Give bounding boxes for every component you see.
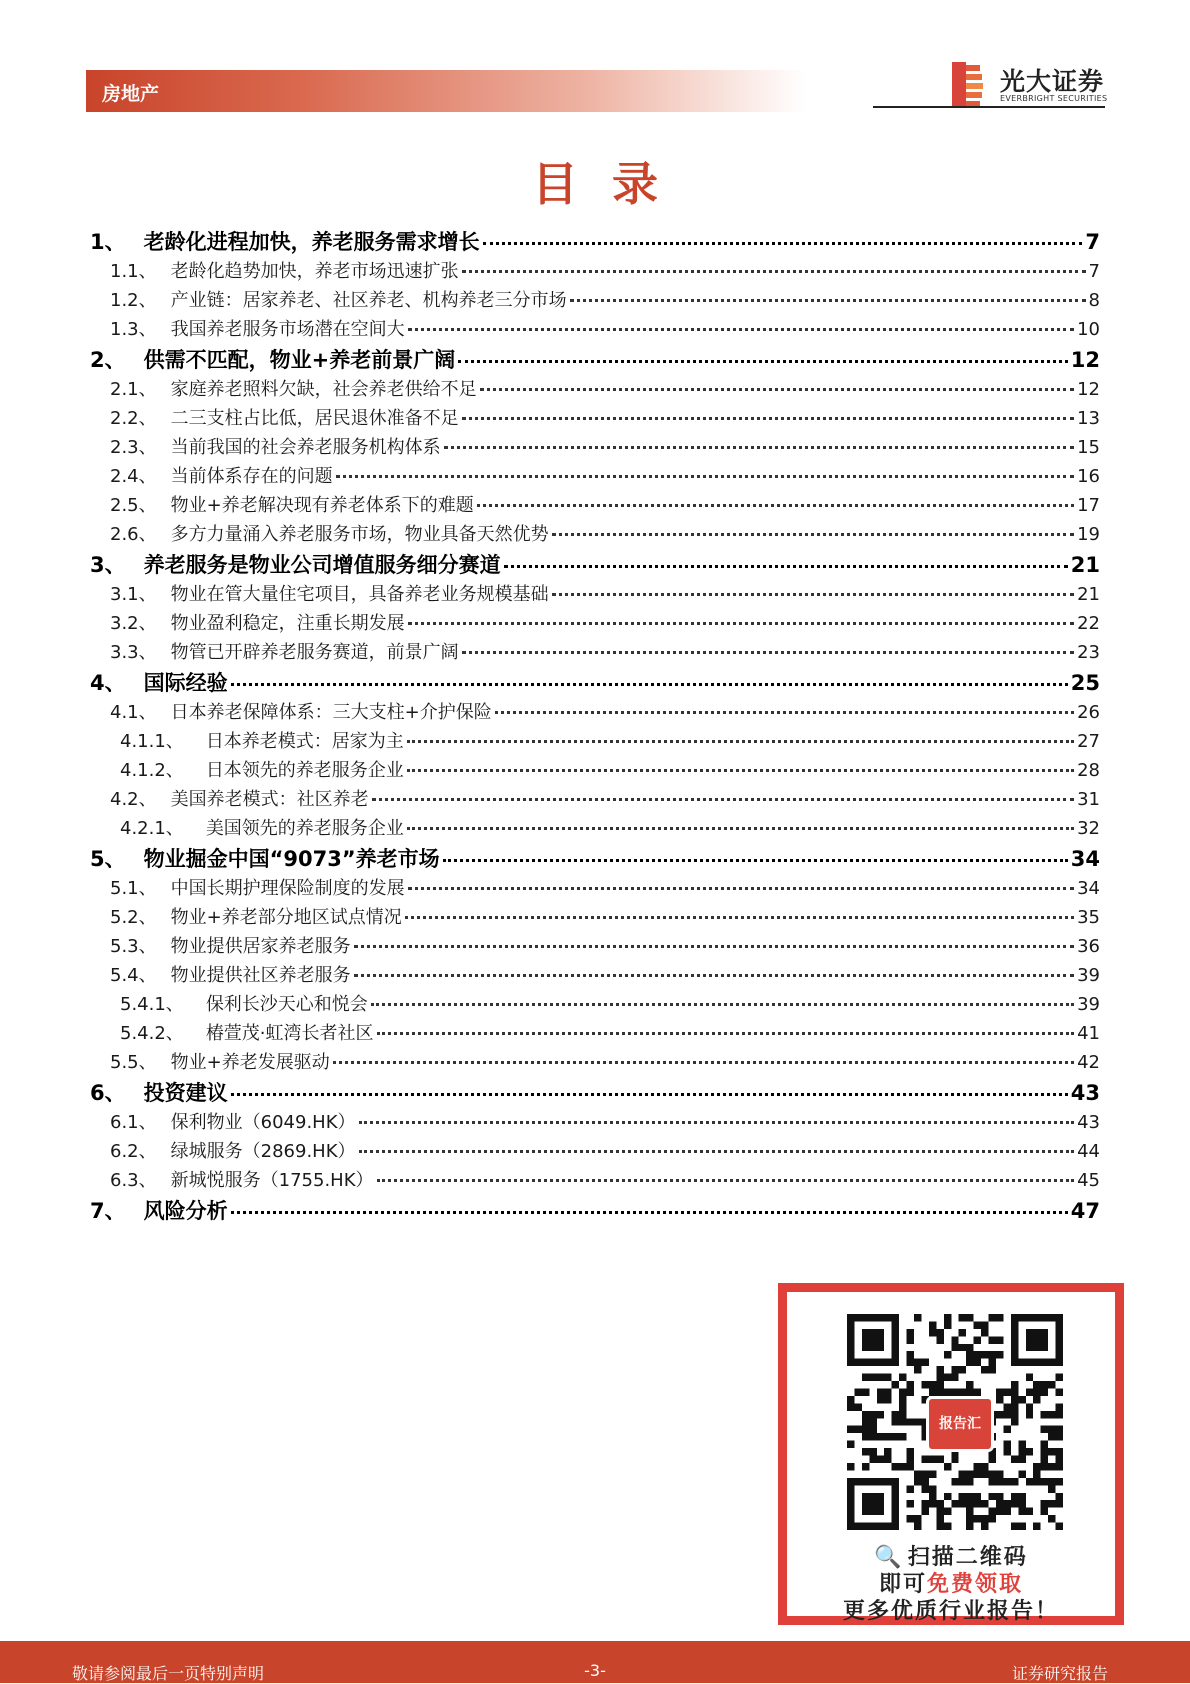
toc-dot-leader (372, 797, 1074, 801)
toc-entry-title: 我国养老服务市场潜在空间大 (170, 319, 405, 340)
footer-disclaimer: 敬请参阅最后一页特别声明 (72, 1664, 265, 1683)
toc-title: 目录 (532, 157, 692, 211)
toc-entry-number: 5.4.2、 (120, 1023, 184, 1044)
toc-entry-number: 4.1.1、 (120, 731, 184, 752)
toc-entry-title: 日本养老模式：居家为主 (205, 731, 404, 752)
toc-entry-level2[interactable] (90, 257, 1100, 286)
brand-logo-block (950, 60, 1108, 108)
toc-entry-title: 物业提供居家养老服务 (170, 936, 351, 957)
toc-entry-page: 34 (1070, 847, 1100, 871)
toc-entry-number: 2、 (90, 348, 126, 372)
toc-entry-title: 家庭养老照料欠缺，社会养老供给不足 (170, 379, 477, 400)
brand-name-en: EVERBRIGHT SECURITIES (1000, 94, 1108, 103)
toc-entry-page: 31 (1077, 789, 1100, 810)
toc-entry-number: 6.3、 (110, 1170, 157, 1191)
promo-line-3: 更多优质行业报告！ (842, 1599, 1059, 1624)
toc-entry-page: 7 (1085, 230, 1100, 254)
toc-entry-page: 21 (1070, 553, 1100, 577)
toc-entry-number: 1.2、 (110, 290, 157, 311)
toc-entry-number: 5、 (90, 847, 126, 871)
toc-entry-page: 43 (1070, 1081, 1100, 1105)
toc-entry-page: 10 (1077, 319, 1100, 340)
toc-entry-page: 35 (1077, 907, 1100, 928)
toc-dot-leader (333, 1060, 1074, 1064)
toc-entry-title: 当前体系存在的问题 (170, 466, 333, 487)
footer-bar (0, 1641, 1190, 1683)
toc-entry-level2[interactable] (90, 375, 1100, 404)
toc-entry-title: 美国养老模式：社区养老 (170, 789, 369, 810)
toc-entry-number: 5.2、 (110, 907, 157, 928)
toc-entry-page: 16 (1077, 466, 1100, 487)
sector-banner (86, 70, 806, 112)
toc-entry-page: 36 (1077, 936, 1100, 957)
toc-entry-number: 4.1、 (110, 702, 157, 723)
toc-entry-level2[interactable] (90, 638, 1100, 667)
toc-entry-title: 物业盈利稳定，注重长期发展 (170, 613, 405, 634)
toc-entry-level2[interactable] (90, 961, 1100, 990)
toc-entry-page: 12 (1077, 379, 1100, 400)
toc-entry-number: 1、 (90, 230, 126, 254)
toc-entry-level3[interactable] (90, 727, 1100, 756)
toc-entry-title: 物业+养老解决现有养老体系下的难题 (170, 495, 474, 516)
toc-entry-title: 中国长期护理保险制度的发展 (170, 878, 405, 899)
toc-entry-page: 27 (1077, 731, 1100, 752)
toc-entry-page: 17 (1077, 495, 1100, 516)
toc-entry-page: 47 (1070, 1199, 1100, 1223)
toc-entry-number: 5.3、 (110, 936, 157, 957)
table-of-contents (90, 226, 1100, 1226)
toc-dot-leader (407, 739, 1074, 743)
toc-entry-number: 2.3、 (110, 437, 157, 458)
toc-entry-level2[interactable] (90, 1048, 1100, 1077)
page-number: -3- (584, 1661, 606, 1680)
toc-dot-leader (354, 944, 1074, 948)
toc-entry-page: 25 (1070, 671, 1100, 695)
toc-entry-title: 当前我国的社会养老服务机构体系 (170, 437, 441, 458)
toc-entry-level2[interactable] (90, 785, 1100, 814)
toc-entry-level1[interactable] (90, 549, 1100, 580)
toc-entry-title: 日本养老保障体系：三大支柱+介护保险 (170, 702, 492, 723)
toc-entry-number: 1.3、 (110, 319, 157, 340)
toc-entry-level2[interactable] (90, 1137, 1100, 1166)
sector-label: 房地产 (102, 83, 160, 105)
toc-entry-page: 39 (1077, 965, 1100, 986)
toc-dot-leader (483, 241, 1083, 245)
toc-entry-page: 43 (1077, 1112, 1100, 1133)
footer-report-type: 证券研究报告 (1011, 1664, 1108, 1683)
toc-entry-title: 绿城服务（2869.HK） (170, 1141, 356, 1162)
toc-entry-level1[interactable] (90, 1195, 1100, 1226)
toc-entry-level3[interactable] (90, 990, 1100, 1019)
toc-entry-title: 日本领先的养老服务企业 (205, 760, 404, 781)
toc-dot-leader (408, 621, 1074, 625)
toc-dot-leader (495, 710, 1074, 714)
toc-entry-number: 5.4、 (110, 965, 157, 986)
everbright-logo-icon (950, 62, 984, 106)
qr-badge: 报告汇 (926, 1396, 994, 1452)
toc-entry-page: 13 (1077, 408, 1100, 429)
toc-entry-title: 保利长沙天心和悦会 (205, 994, 368, 1015)
toc-entry-number: 2.2、 (110, 408, 157, 429)
toc-dot-leader (552, 532, 1074, 536)
toc-dot-leader (407, 768, 1074, 772)
toc-dot-leader (231, 1210, 1068, 1214)
promo-scan-text: 扫描二维码 (907, 1545, 1028, 1570)
toc-entry-title: 物业+养老部分地区试点情况 (170, 907, 402, 928)
toc-entry-page: 23 (1077, 642, 1100, 663)
toc-entry-level2[interactable] (90, 286, 1100, 315)
toc-entry-level1[interactable] (90, 843, 1100, 874)
toc-entry-level2[interactable] (90, 698, 1100, 727)
toc-entry-number: 2.4、 (110, 466, 157, 487)
toc-entry-title: 养老服务是物业公司增值服务细分赛道 (143, 553, 501, 577)
toc-dot-leader (354, 973, 1074, 977)
toc-entry-level2[interactable] (90, 932, 1100, 961)
toc-entry-title: 物业+养老发展驱动 (170, 1052, 330, 1073)
toc-entry-number: 2.6、 (110, 524, 157, 545)
toc-entry-page: 34 (1077, 878, 1100, 899)
toc-entry-page: 28 (1077, 760, 1100, 781)
toc-entry-number: 5.1、 (110, 878, 157, 899)
toc-dot-leader (377, 1031, 1075, 1035)
toc-entry-page: 42 (1077, 1052, 1100, 1073)
toc-dot-leader (552, 592, 1074, 596)
toc-entry-page: 41 (1077, 1023, 1100, 1044)
toc-entry-title: 椿萱茂·虹湾长者社区 (205, 1023, 374, 1044)
brand-name-cn: 光大证券 (1000, 67, 1105, 96)
toc-entry-number: 6、 (90, 1081, 126, 1105)
toc-entry-number: 5.4.1、 (120, 994, 184, 1015)
toc-entry-page: 22 (1077, 613, 1100, 634)
toc-entry-level2[interactable] (90, 462, 1100, 491)
toc-entry-title: 美国领先的养老服务企业 (205, 818, 404, 839)
toc-entry-title: 物业提供社区养老服务 (170, 965, 351, 986)
toc-entry-level2[interactable] (90, 491, 1100, 520)
toc-entry-number: 4.2、 (110, 789, 157, 810)
toc-dot-leader (231, 682, 1068, 686)
toc-entry-level2[interactable] (90, 520, 1100, 549)
toc-dot-leader (444, 445, 1074, 449)
toc-entry-page: 7 (1088, 261, 1100, 282)
toc-dot-leader (570, 298, 1086, 302)
toc-entry-level2[interactable] (90, 1108, 1100, 1137)
toc-entry-title: 老龄化进程加快，养老服务需求增长 (143, 230, 480, 254)
toc-entry-title: 保利物业（6049.HK） (170, 1112, 356, 1133)
toc-entry-title: 产业链：居家养老、社区养老、机构养老三分市场 (170, 290, 567, 311)
toc-entry-title: 风险分析 (143, 1199, 228, 1223)
toc-entry-number: 4.2.1、 (120, 818, 184, 839)
toc-entry-page: 45 (1077, 1170, 1100, 1191)
toc-entry-level2[interactable] (90, 903, 1100, 932)
toc-entry-level3[interactable] (90, 756, 1100, 785)
toc-entry-level2[interactable] (90, 404, 1100, 433)
toc-entry-title: 国际经验 (143, 671, 228, 695)
toc-dot-leader (231, 1092, 1068, 1096)
toc-entry-page: 8 (1088, 290, 1100, 311)
toc-entry-title: 新城悦服务（1755.HK） (170, 1170, 374, 1191)
toc-entry-number: 4、 (90, 671, 126, 695)
toc-entry-title: 物业在管大量住宅项目，具备养老业务规模基础 (170, 584, 549, 605)
toc-dot-leader (408, 886, 1074, 890)
toc-dot-leader (359, 1120, 1075, 1124)
toc-entry-number: 6.1、 (110, 1112, 157, 1133)
toc-dot-leader (405, 915, 1074, 919)
toc-entry-page: 19 (1077, 524, 1100, 545)
toc-entry-page: 15 (1077, 437, 1100, 458)
toc-dot-leader (458, 359, 1068, 363)
toc-entry-page: 32 (1077, 818, 1100, 839)
toc-entry-page: 44 (1077, 1141, 1100, 1162)
toc-entry-title: 投资建议 (143, 1081, 228, 1105)
toc-entry-number: 3.1、 (110, 584, 157, 605)
promo-free-text: 免费领取 (927, 1572, 1024, 1597)
qr-promo-box (778, 1283, 1124, 1625)
toc-entry-number: 3.2、 (110, 613, 157, 634)
toc-entry-number: 7、 (90, 1199, 126, 1223)
toc-entry-level1[interactable] (90, 1077, 1100, 1108)
toc-entry-number: 5.5、 (110, 1052, 157, 1073)
toc-dot-leader (462, 650, 1074, 654)
toc-dot-leader (443, 858, 1068, 862)
toc-entry-level2[interactable] (90, 315, 1100, 344)
toc-dot-leader (504, 564, 1068, 568)
toc-entry-number: 6.2、 (110, 1141, 157, 1162)
toc-entry-page: 21 (1077, 584, 1100, 605)
magnifier-icon: 🔍 (874, 1545, 904, 1570)
toc-dot-leader (462, 269, 1086, 273)
toc-entry-title: 二三支柱占比低，居民退休准备不足 (170, 408, 459, 429)
toc-entry-number: 4.1.2、 (120, 760, 184, 781)
toc-dot-leader (407, 826, 1074, 830)
toc-entry-number: 2.1、 (110, 379, 157, 400)
toc-dot-leader (462, 416, 1074, 420)
toc-entry-number: 3.3、 (110, 642, 157, 663)
toc-dot-leader (408, 327, 1074, 331)
toc-dot-leader (371, 1002, 1074, 1006)
toc-entry-page: 26 (1077, 702, 1100, 723)
toc-entry-number: 2.5、 (110, 495, 157, 516)
toc-entry-level1[interactable] (90, 344, 1100, 375)
toc-entry-page: 12 (1070, 348, 1100, 372)
toc-dot-leader (359, 1149, 1075, 1153)
toc-entry-level3[interactable] (90, 814, 1100, 843)
toc-entry-title: 物业掘金中国“9073”养老市场 (143, 847, 440, 871)
promo-prefix: 即可 (878, 1572, 927, 1597)
toc-entry-number: 3、 (90, 553, 126, 577)
toc-dot-leader (477, 503, 1074, 507)
toc-entry-level2[interactable] (90, 874, 1100, 903)
toc-dot-leader (480, 387, 1074, 391)
toc-entry-level1[interactable] (90, 226, 1100, 257)
toc-entry-title: 供需不匹配，物业+养老前景广阔 (143, 348, 456, 372)
toc-entry-level1[interactable] (90, 667, 1100, 698)
toc-entry-level2[interactable] (90, 609, 1100, 638)
toc-entry-number: 1.1、 (110, 261, 157, 282)
toc-entry-title: 多方力量涌入养老服务市场，物业具备天然优势 (170, 524, 549, 545)
toc-entry-title: 老龄化趋势加快，养老市场迅速扩张 (170, 261, 459, 282)
toc-dot-leader (336, 474, 1074, 478)
toc-entry-level3[interactable] (90, 1019, 1100, 1048)
toc-entry-level2[interactable] (90, 433, 1100, 462)
toc-dot-leader (377, 1178, 1075, 1182)
toc-entry-level2[interactable] (90, 1166, 1100, 1195)
toc-entry-level2[interactable] (90, 580, 1100, 609)
toc-entry-page: 39 (1077, 994, 1100, 1015)
toc-entry-title: 物管已开辟养老服务赛道，前景广阔 (170, 642, 459, 663)
header-divider (873, 106, 1105, 108)
